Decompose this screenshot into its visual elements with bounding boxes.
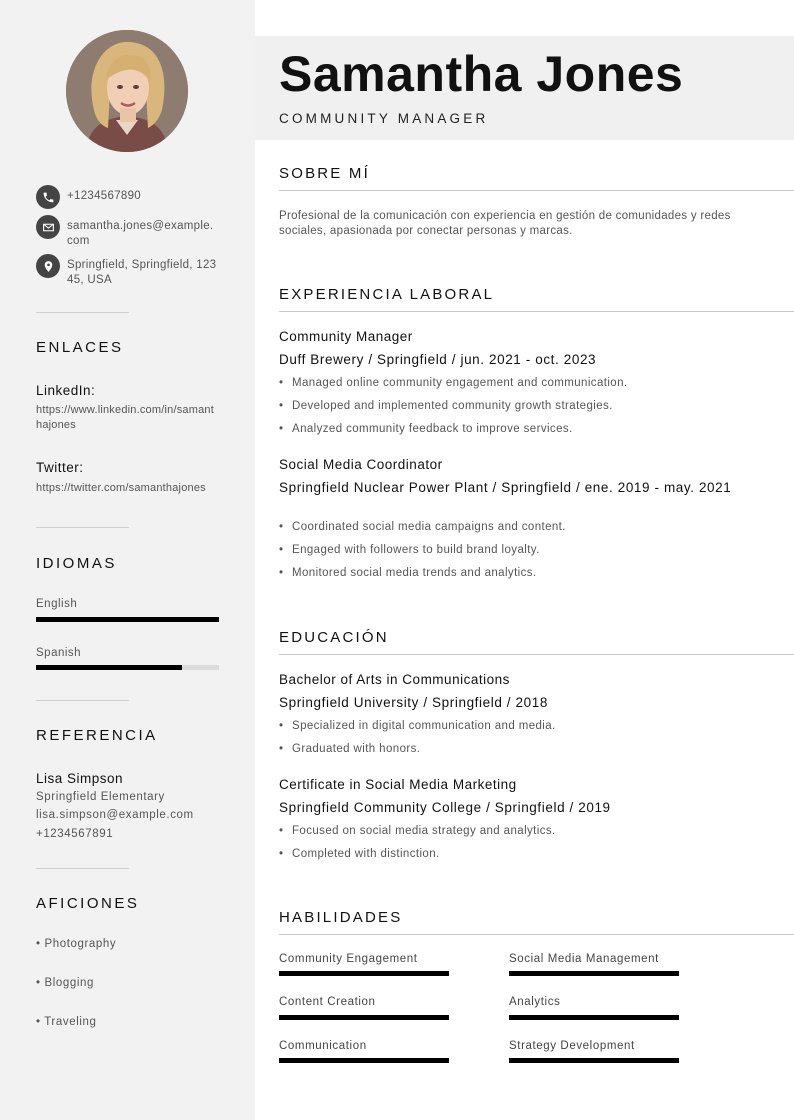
contact-email bbox=[36, 215, 217, 249]
bullet: • bbox=[279, 377, 284, 389]
reference-phone: +1234567891 bbox=[36, 828, 114, 840]
twitter-link[interactable]: https://twitter.com/samanthajones bbox=[36, 482, 206, 494]
hobby-item bbox=[36, 977, 94, 989]
list-item bbox=[279, 521, 566, 533]
hobby-label: Photography bbox=[44, 938, 117, 950]
skill-level-fill bbox=[279, 971, 449, 976]
skill-level-bar bbox=[279, 1015, 449, 1020]
bullet: • bbox=[279, 400, 284, 412]
education-heading: EDUCACIÓN bbox=[279, 629, 389, 646]
skill-name: Strategy Development bbox=[509, 1040, 635, 1052]
list-item bbox=[279, 720, 556, 732]
job-title: COMMUNITY MANAGER bbox=[279, 111, 489, 126]
skill-level-bar bbox=[509, 1015, 679, 1020]
list-item bbox=[279, 825, 556, 837]
bullet: • bbox=[279, 544, 284, 556]
bullet: • bbox=[279, 848, 284, 860]
phone-text: +1234567890 bbox=[67, 190, 141, 202]
skill-name: Community Engagement bbox=[279, 953, 418, 965]
degree-subtitle: Springfield Community College / Springfield / 2019 bbox=[279, 800, 611, 815]
job-subtitle: Duff Brewery / Springfield / jun. 2021 - oct. 2023 bbox=[279, 352, 597, 367]
reference-name: Lisa Simpson bbox=[36, 771, 124, 786]
reference-email[interactable]: lisa.simpson@example.com bbox=[36, 809, 194, 821]
bullet-text: Specialized in digital communication and media. bbox=[292, 720, 556, 732]
degree-title: Certificate in Social Media Marketing bbox=[279, 777, 517, 792]
language-level-fill bbox=[36, 665, 182, 670]
bullet: • bbox=[279, 720, 284, 732]
hobby-label: Traveling bbox=[44, 1016, 97, 1028]
skill-name: Social Media Management bbox=[509, 953, 659, 965]
bullet: • bbox=[279, 567, 284, 579]
skill-level-fill bbox=[509, 971, 679, 976]
links-heading: ENLACES bbox=[36, 339, 124, 356]
job-title-entry: Social Media Coordinator bbox=[279, 457, 443, 472]
bullet-text: Completed with distinction. bbox=[292, 848, 440, 860]
profile-photo bbox=[66, 30, 188, 152]
about-heading: SOBRE MÍ bbox=[279, 165, 370, 182]
languages-heading: IDIOMAS bbox=[36, 555, 117, 572]
list-item bbox=[279, 743, 420, 755]
twitter-label: Twitter: bbox=[36, 460, 84, 475]
hobbies-heading: AFICIONES bbox=[36, 895, 140, 912]
reference-org: Springfield Elementary bbox=[36, 791, 165, 803]
sidebar-divider bbox=[36, 527, 129, 528]
language-name: English bbox=[36, 598, 78, 610]
section-divider bbox=[279, 654, 794, 655]
job-title-entry: Community Manager bbox=[279, 329, 413, 344]
language-level-bar bbox=[36, 665, 219, 670]
skill-level-fill bbox=[509, 1015, 679, 1020]
skill-level-fill bbox=[279, 1058, 449, 1063]
job-subtitle: Springfield Nuclear Power Plant / Springfield / ene. 2019 - may. 2021 bbox=[279, 480, 732, 495]
list-item bbox=[279, 544, 540, 556]
reference-heading: REFERENCIA bbox=[36, 727, 158, 744]
bullet-text: Managed online community engagement and communication. bbox=[292, 377, 628, 389]
bullet-text: Focused on social media strategy and analytics. bbox=[292, 825, 556, 837]
contact-phone bbox=[36, 185, 217, 209]
list-item bbox=[279, 848, 440, 860]
bullet-text: Developed and implemented community growth strategies. bbox=[292, 400, 613, 412]
person-name: Samantha Jones bbox=[279, 46, 684, 102]
email-icon bbox=[36, 215, 60, 239]
section-divider bbox=[279, 190, 794, 191]
avatar-image bbox=[66, 30, 188, 152]
bullet-text: Graduated with honors. bbox=[292, 743, 421, 755]
bullet: • bbox=[36, 1016, 41, 1028]
section-divider bbox=[279, 934, 794, 935]
list-item bbox=[279, 567, 537, 579]
skill-level-bar bbox=[509, 971, 679, 976]
bullet: • bbox=[279, 521, 284, 533]
skill-level-bar bbox=[279, 1058, 449, 1063]
skill-name: Communication bbox=[279, 1040, 367, 1052]
list-item bbox=[279, 377, 627, 389]
about-text: Profesional de la comunicación con experiencia en gestión de comunidades y redes sociales, apasionada por conectar personas y marcas. bbox=[279, 210, 731, 237]
location-pin-icon bbox=[36, 254, 60, 278]
contact-address bbox=[36, 254, 217, 288]
list-item bbox=[279, 423, 573, 435]
experience-heading: EXPERIENCIA LABORAL bbox=[279, 286, 495, 303]
email-text[interactable]: samantha.jones@example.com bbox=[67, 220, 214, 247]
skill-name: Analytics bbox=[509, 996, 561, 1008]
bullet: • bbox=[36, 977, 41, 989]
hobby-item bbox=[36, 938, 116, 950]
language-level-fill bbox=[36, 617, 219, 622]
skill-level-fill bbox=[509, 1058, 679, 1063]
skill-level-fill bbox=[279, 1015, 449, 1020]
bullet-text: Engaged with followers to build brand loyalty. bbox=[292, 544, 540, 556]
linkedin-label: LinkedIn: bbox=[36, 383, 96, 398]
skill-name: Content Creation bbox=[279, 996, 376, 1008]
section-divider bbox=[279, 311, 794, 312]
language-level-bar bbox=[36, 617, 219, 622]
bullet: • bbox=[279, 825, 284, 837]
list-item bbox=[279, 400, 613, 412]
hobby-item bbox=[36, 1016, 97, 1028]
skills-heading: HABILIDADES bbox=[279, 909, 403, 926]
address-text: Springfield, Springfield, 12345, USA bbox=[67, 259, 217, 286]
skill-level-bar bbox=[509, 1058, 679, 1063]
bullet: • bbox=[36, 938, 41, 950]
hobby-label: Blogging bbox=[44, 977, 94, 989]
bullet-text: Monitored social media trends and analytics. bbox=[292, 567, 537, 579]
language-name: Spanish bbox=[36, 647, 82, 659]
skill-level-bar bbox=[279, 971, 449, 976]
degree-subtitle: Springfield University / Springfield / 2018 bbox=[279, 695, 548, 710]
bullet: • bbox=[279, 423, 284, 435]
bullet-text: Analyzed community feedback to improve services. bbox=[292, 423, 573, 435]
sidebar-divider bbox=[36, 868, 129, 869]
degree-title: Bachelor of Arts in Communications bbox=[279, 672, 510, 687]
sidebar-divider bbox=[36, 312, 129, 313]
bullet-text: Coordinated social media campaigns and content. bbox=[292, 521, 566, 533]
phone-icon bbox=[36, 185, 60, 209]
linkedin-link[interactable]: https://www.linkedin.com/in/samanthajones bbox=[36, 404, 214, 431]
bullet: • bbox=[279, 743, 284, 755]
sidebar-divider bbox=[36, 700, 129, 701]
